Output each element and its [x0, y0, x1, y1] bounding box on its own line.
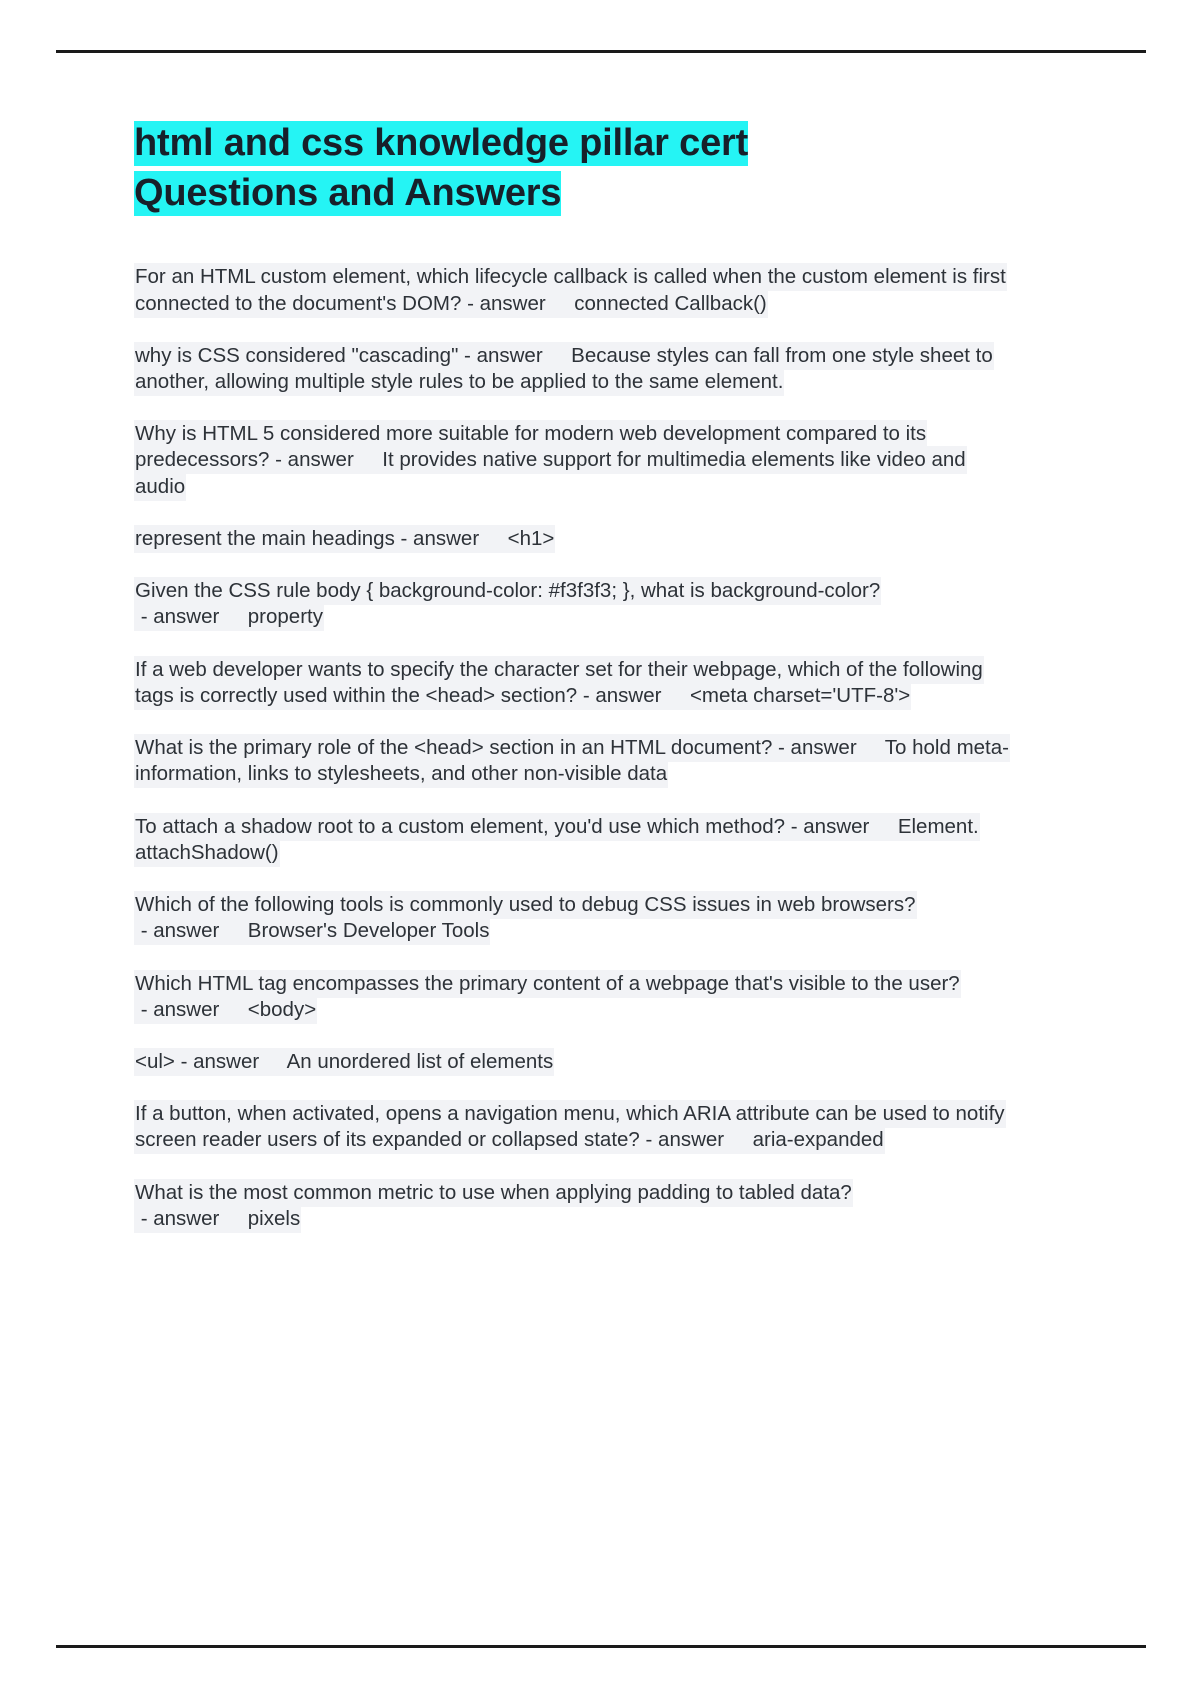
document-content	[134, 118, 1014, 1258]
page-title	[134, 118, 1014, 218]
qa-question: <ul>	[135, 1050, 175, 1073]
qa-question: Given the CSS rule body { background-color: #f3f3f3; }, what is background-color?	[135, 579, 881, 603]
qa-item	[134, 971, 1014, 1023]
qa-list	[134, 264, 1014, 1232]
qa-item	[134, 1101, 1014, 1153]
qa-item	[134, 814, 1014, 866]
qa-separator: - answer	[577, 683, 690, 707]
qa-separator: - answer	[135, 919, 248, 943]
qa-answer: pixels	[247, 1206, 301, 1230]
qa-item	[134, 1049, 1014, 1075]
qa-question: If a button, when activated, opens a navigation menu, which ARIA attribute can be used to notify screen reader users of its expanded or collapsed state?	[135, 1102, 1005, 1152]
qa-item	[134, 343, 1014, 395]
qa-separator: - answer	[458, 343, 572, 367]
qa-question: What is the primary role of the <head> section in an HTML document?	[135, 736, 773, 760]
qa-item	[134, 264, 1014, 316]
qa-separator: - answer	[174, 1050, 287, 1073]
qa-item	[134, 578, 1014, 630]
qa-separator: - answer	[394, 526, 508, 550]
qa-question: For an HTML custom element, which lifecycle callback is called when the custom element is first connected to the document's DOM?	[135, 265, 1006, 315]
qa-question: What is the most common metric to use when applying padding to tabled data?	[135, 1180, 852, 1204]
qa-answer: Element. attachShadow()	[135, 814, 979, 864]
qa-separator: - answer	[135, 1206, 248, 1230]
qa-answer: connected Callback()	[574, 291, 767, 315]
qa-item	[134, 526, 1014, 552]
qa-answer: Because styles can fall from one style sheet to another, allowing multiple style rules to be applied to the same element.	[135, 343, 993, 394]
qa-separator: - answer	[461, 291, 575, 315]
qa-answer: property	[247, 605, 323, 629]
qa-item	[134, 1180, 1014, 1232]
qa-separator: - answer	[785, 814, 898, 838]
qa-question: Which of the following tools is commonly used to debug CSS issues in web browsers?	[135, 893, 916, 917]
page-title-line-2: Questions and Answers	[134, 172, 562, 215]
footer-divider	[56, 1645, 1146, 1648]
qa-answer: <h1>	[507, 526, 555, 550]
qa-answer: It provides native support for multimedia elements like video and audio	[135, 448, 966, 498]
qa-answer: Browser's Developer Tools	[247, 919, 490, 943]
qa-separator: - answer	[269, 448, 383, 472]
qa-separator: - answer	[639, 1128, 753, 1152]
qa-separator: - answer	[772, 736, 885, 760]
qa-question: Which HTML tag encompasses the primary content of a webpage that's visible to the user?	[135, 971, 960, 995]
qa-question: If a web developer wants to specify the character set for their webpage, which of the following tags is correctly used within the <head> section?	[135, 657, 983, 707]
qa-question: To attach a shadow root to a custom element, you'd use which method?	[135, 814, 786, 838]
qa-item	[134, 657, 1014, 709]
qa-item	[134, 892, 1014, 944]
qa-separator: - answer	[135, 997, 248, 1021]
qa-answer: <meta charset='UTF-8'>	[689, 683, 911, 707]
qa-item	[134, 735, 1014, 787]
qa-item	[134, 421, 1014, 500]
qa-separator: - answer	[135, 605, 248, 629]
qa-question: represent the main headings	[135, 526, 395, 550]
qa-question: why is CSS considered "cascading"	[135, 343, 459, 367]
header-divider	[56, 50, 1146, 53]
qa-answer: aria-expanded	[752, 1128, 884, 1152]
qa-answer: To hold meta-information, links to stylesheets, and other non-visible data	[135, 736, 1009, 786]
qa-question: Why is HTML 5 considered more suitable for modern web development compared to its predecessors?	[135, 422, 927, 472]
qa-answer: <body>	[247, 997, 317, 1021]
qa-answer: An unordered list of elements	[286, 1050, 554, 1073]
page-title-line-1: html and css knowledge pillar cert	[134, 122, 749, 164]
